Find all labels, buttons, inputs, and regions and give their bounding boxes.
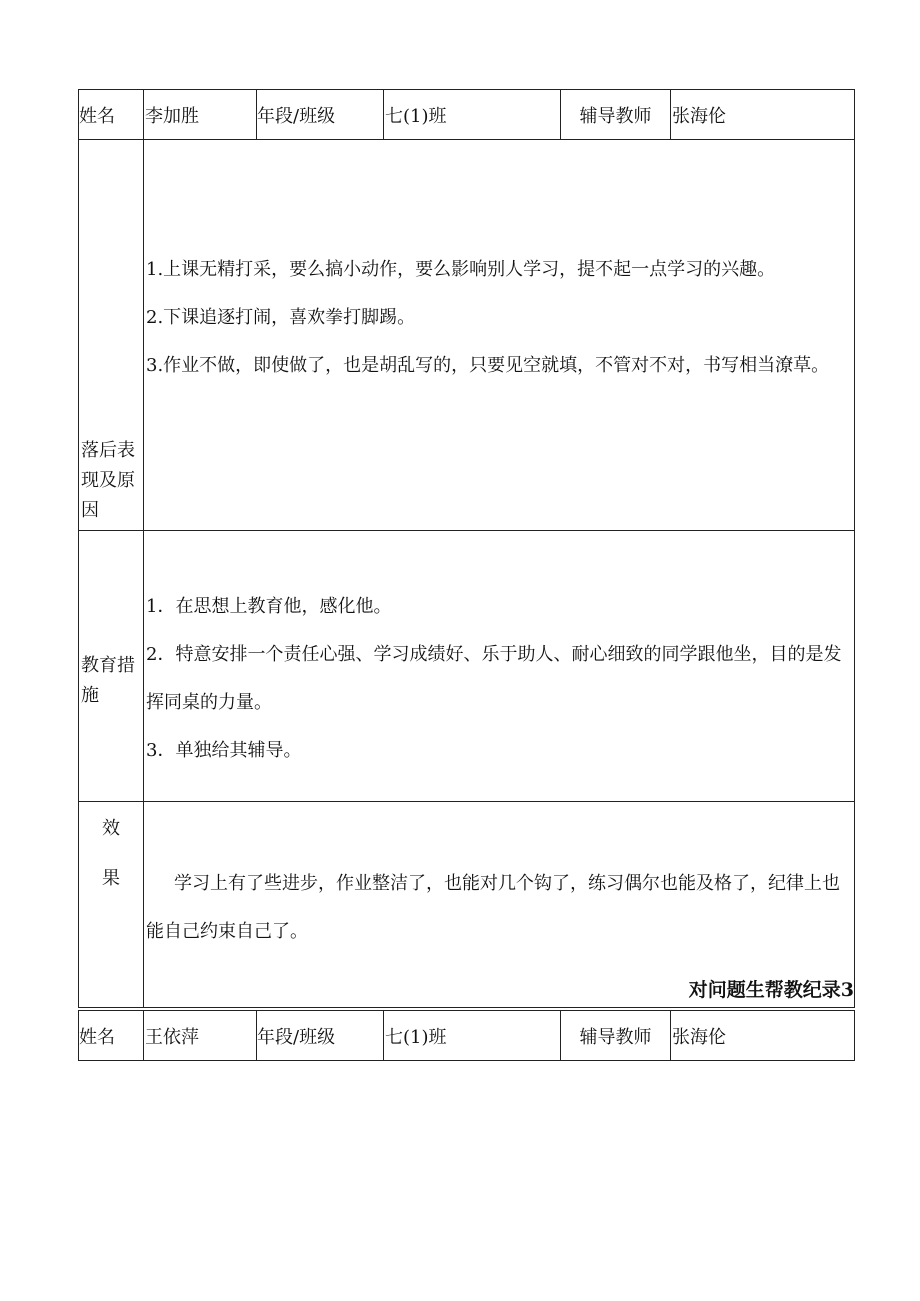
record-3-title: 对问题生帮教纪录3	[688, 979, 854, 1001]
tutor-value: 张海伦	[671, 90, 855, 140]
grade-label: 年段/班级	[257, 1011, 384, 1061]
grade-value: 七(1)班	[384, 1011, 561, 1061]
behavior-item-2: 2.下课追逐打闹，喜欢拳打脚踢。	[146, 307, 416, 328]
measures-content	[144, 531, 855, 802]
name-value: 李加胜	[144, 90, 257, 140]
record-table-1	[78, 89, 855, 1008]
tutor-label: 辅导教师	[561, 1011, 671, 1061]
measures-item-2: 2．特意安排一个责任心强、学习成绩好、乐于助人、耐心细致的同学跟他坐，目的是发挥同桌的力量。	[146, 644, 842, 713]
measures-row	[79, 531, 855, 802]
effect-label: 效果	[79, 802, 144, 1008]
measures-item-3: 3．单独给其辅导。	[146, 740, 302, 761]
behavior-item-1: 1.上课无精打采，要么搞小动作，要么影响别人学习，提不起一点学习的兴趣。	[146, 259, 776, 280]
measures-item-1: 1．在思想上教育他，感化他。	[146, 596, 392, 617]
record-table-3	[78, 1010, 855, 1061]
header-row	[79, 90, 855, 140]
effect-text: 学习上有了些进步，作业整洁了，也能对几个钩了，练习偶尔也能及格了，纪律上也能自己约束自己了。	[146, 873, 840, 942]
measures-label: 教育措施	[79, 531, 144, 802]
tutor-value: 张海伦	[671, 1011, 855, 1061]
name-value: 王依萍	[144, 1011, 257, 1061]
header-row	[79, 1011, 855, 1061]
behavior-label: 落后表现及原因	[79, 140, 144, 531]
behavior-content	[144, 140, 855, 531]
grade-value: 七(1)班	[384, 90, 561, 140]
name-label: 姓名	[79, 1011, 144, 1061]
behavior-row	[79, 140, 855, 531]
behavior-item-3: 3.作业不做，即使做了，也是胡乱写的，只要见空就填，不管对不对，书写相当潦草。	[146, 355, 830, 376]
grade-label: 年段/班级	[257, 90, 384, 140]
tutor-label: 辅导教师	[561, 90, 671, 140]
name-label: 姓名	[79, 90, 144, 140]
